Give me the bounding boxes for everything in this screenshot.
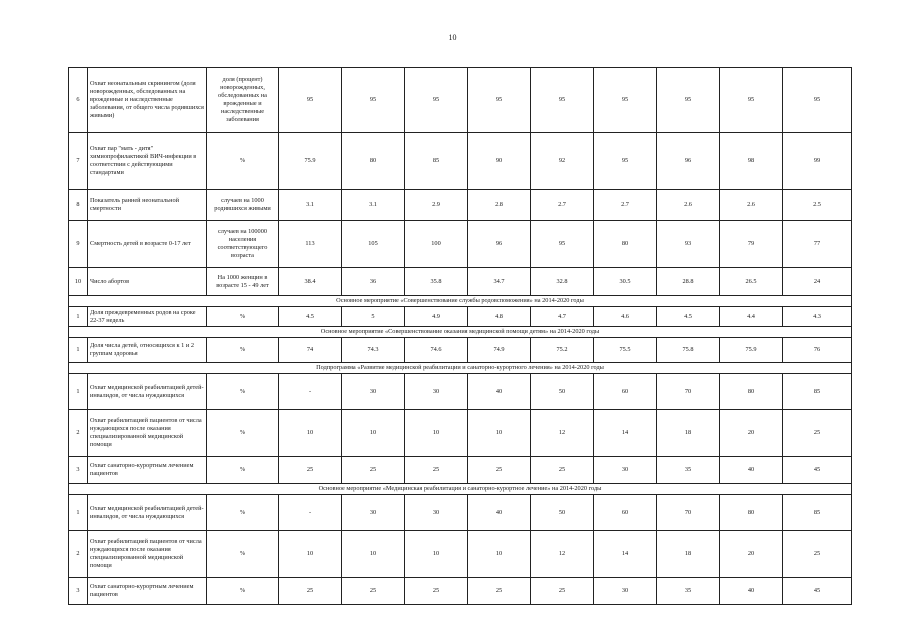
value-cell: 74.9 (468, 338, 531, 363)
value-cell: 25 (531, 457, 594, 484)
section-title: Основное мероприятие «Совершенствование службы родовспоможения» на 2014-2020 годы (69, 296, 852, 307)
value-cell: 98 (720, 133, 783, 190)
value-cell: 30 (405, 374, 468, 410)
indicators-table (68, 67, 852, 605)
value-cell: 30 (594, 578, 657, 605)
value-cell: 4.7 (531, 307, 594, 327)
value-cell: 2.7 (594, 190, 657, 221)
value-cell: 18 (657, 410, 720, 457)
value-cell: 20 (720, 410, 783, 457)
unit-of-measure: случаев на 100000 населения соответствующего возраста (207, 221, 279, 268)
row-number: 9 (69, 221, 88, 268)
value-cell: 79 (720, 221, 783, 268)
value-cell: 30 (342, 495, 405, 531)
value-cell: 40 (720, 457, 783, 484)
value-cell: 4.6 (594, 307, 657, 327)
value-cell: 50 (531, 374, 594, 410)
value-cell: 30.5 (594, 268, 657, 296)
row-number: 7 (69, 133, 88, 190)
value-cell: 38.4 (279, 268, 342, 296)
row-number: 8 (69, 190, 88, 221)
indicator-name: Доля преждевременных родов на сроке 22-37 недель (88, 307, 207, 327)
row-number: 3 (69, 457, 88, 484)
indicator-name: Охват санаторно-курортным лечением пациентов (88, 457, 207, 484)
row-number: 6 (69, 68, 88, 133)
row-number: 2 (69, 410, 88, 457)
value-cell: 80 (720, 495, 783, 531)
value-cell: 14 (594, 531, 657, 578)
value-cell: 4.4 (720, 307, 783, 327)
value-cell: - (279, 495, 342, 531)
row-number: 1 (69, 495, 88, 531)
unit-of-measure: % (207, 495, 279, 531)
value-cell: 2.5 (783, 190, 852, 221)
value-cell: 12 (531, 531, 594, 578)
value-cell: 95 (279, 68, 342, 133)
value-cell: 25 (531, 578, 594, 605)
value-cell: 2.8 (468, 190, 531, 221)
section-header-row (69, 484, 852, 495)
indicator-name: Охват неонатальным скринингом (доля новорожденных, обследованных на врожденные и наследственные заболевания, от общего числа родившихся живыми) (88, 68, 207, 133)
value-cell: 95 (531, 68, 594, 133)
indicator-name: Число абортов (88, 268, 207, 296)
value-cell: 10 (279, 410, 342, 457)
table-row (69, 374, 852, 410)
value-cell: 75.9 (720, 338, 783, 363)
value-cell: 4.8 (468, 307, 531, 327)
section-header-row (69, 363, 852, 374)
value-cell: 25 (279, 578, 342, 605)
value-cell: 35.8 (405, 268, 468, 296)
unit-of-measure: % (207, 531, 279, 578)
value-cell: 100 (405, 221, 468, 268)
value-cell: 95 (468, 68, 531, 133)
unit-of-measure: % (207, 578, 279, 605)
value-cell: 75.2 (531, 338, 594, 363)
unit-of-measure: % (207, 410, 279, 457)
value-cell: 95 (531, 221, 594, 268)
value-cell: 4.9 (405, 307, 468, 327)
indicator-name: Охват медицинской реабилитацией детей-инвалидов, от числа нуждающихся (88, 374, 207, 410)
value-cell: 25 (342, 578, 405, 605)
value-cell: 20 (720, 531, 783, 578)
value-cell: 2.7 (531, 190, 594, 221)
value-cell: 40 (468, 374, 531, 410)
table-row (69, 578, 852, 605)
table-row (69, 531, 852, 578)
value-cell: 25 (468, 457, 531, 484)
value-cell: 40 (468, 495, 531, 531)
row-number: 2 (69, 531, 88, 578)
value-cell: 70 (657, 495, 720, 531)
value-cell: 34.7 (468, 268, 531, 296)
value-cell: 12 (531, 410, 594, 457)
value-cell: 3.1 (342, 190, 405, 221)
value-cell: 70 (657, 374, 720, 410)
value-cell: 10 (405, 531, 468, 578)
row-number: 10 (69, 268, 88, 296)
value-cell: 90 (468, 133, 531, 190)
value-cell: 4.3 (783, 307, 852, 327)
value-cell: 95 (342, 68, 405, 133)
row-number: 1 (69, 374, 88, 410)
row-number: 3 (69, 578, 88, 605)
table-row (69, 307, 852, 327)
row-number: 1 (69, 338, 88, 363)
table-row (69, 410, 852, 457)
page-number: 10 (448, 33, 457, 42)
value-cell: 25 (468, 578, 531, 605)
value-cell: 25 (783, 531, 852, 578)
value-cell: - (279, 374, 342, 410)
value-cell: 76 (783, 338, 852, 363)
value-cell: 96 (657, 133, 720, 190)
value-cell: 95 (594, 68, 657, 133)
section-title: Подпрограмма «Развитие медицинской реабилитации и санаторно-курортного лечения» на 2014-2020 годы (69, 363, 852, 374)
indicator-name: Смертность детей в возрасте 0-17 лет (88, 221, 207, 268)
section-title: Основное мероприятие «Совершенствование оказания медицинской помощи детям» на 2014-2020 годы (69, 327, 852, 338)
value-cell: 25 (279, 457, 342, 484)
value-cell: 2.6 (720, 190, 783, 221)
value-cell: 74.6 (405, 338, 468, 363)
value-cell: 99 (783, 133, 852, 190)
value-cell: 30 (342, 374, 405, 410)
indicator-name: Охват реабилитацией пациентов от числа нуждающихся после оказания специализированной медицинской помощи (88, 531, 207, 578)
value-cell: 26.5 (720, 268, 783, 296)
value-cell: 45 (783, 578, 852, 605)
value-cell: 80 (342, 133, 405, 190)
value-cell: 10 (468, 410, 531, 457)
value-cell: 45 (783, 457, 852, 484)
table-row (69, 338, 852, 363)
value-cell: 32.8 (531, 268, 594, 296)
value-cell: 30 (405, 495, 468, 531)
value-cell: 74 (279, 338, 342, 363)
unit-of-measure: % (207, 457, 279, 484)
value-cell: 10 (405, 410, 468, 457)
value-cell: 80 (720, 374, 783, 410)
unit-of-measure: % (207, 374, 279, 410)
value-cell: 85 (405, 133, 468, 190)
value-cell: 10 (279, 531, 342, 578)
table-row (69, 190, 852, 221)
value-cell: 96 (468, 221, 531, 268)
value-cell: 24 (783, 268, 852, 296)
value-cell: 36 (342, 268, 405, 296)
value-cell: 75.9 (279, 133, 342, 190)
section-title: Основное мероприятие «Медицинская реабилитация и санаторно-курортное лечение» на 2014-2020 годы (69, 484, 852, 495)
table-row (69, 457, 852, 484)
table-row (69, 68, 852, 133)
indicator-name: Охват пар "мать - дитя" химиопрофилактикой ВИЧ-инфекции в соответствии с действующими стандартами (88, 133, 207, 190)
value-cell: 85 (783, 374, 852, 410)
value-cell: 25 (783, 410, 852, 457)
value-cell: 95 (720, 68, 783, 133)
table-row (69, 495, 852, 531)
value-cell: 92 (531, 133, 594, 190)
indicator-name: Охват санаторно-курортным лечением пациентов (88, 578, 207, 605)
indicator-name: Доля числа детей, относящихся к 1 и 2 группам здоровья (88, 338, 207, 363)
value-cell: 93 (657, 221, 720, 268)
indicator-name: Показатель ранней неонатальной смертности (88, 190, 207, 221)
value-cell: 5 (342, 307, 405, 327)
unit-of-measure: % (207, 133, 279, 190)
value-cell: 14 (594, 410, 657, 457)
value-cell: 18 (657, 531, 720, 578)
value-cell: 74.3 (342, 338, 405, 363)
value-cell: 30 (594, 457, 657, 484)
section-header-row (69, 327, 852, 338)
row-number: 1 (69, 307, 88, 327)
value-cell: 25 (342, 457, 405, 484)
value-cell: 60 (594, 495, 657, 531)
value-cell: 35 (657, 457, 720, 484)
value-cell: 80 (594, 221, 657, 268)
value-cell: 4.5 (657, 307, 720, 327)
value-cell: 60 (594, 374, 657, 410)
value-cell: 95 (783, 68, 852, 133)
value-cell: 3.1 (279, 190, 342, 221)
value-cell: 2.6 (657, 190, 720, 221)
value-cell: 95 (594, 133, 657, 190)
unit-of-measure: % (207, 338, 279, 363)
unit-of-measure: На 1000 женщин в возрасте 15 - 49 лет (207, 268, 279, 296)
value-cell: 95 (405, 68, 468, 133)
value-cell: 40 (720, 578, 783, 605)
value-cell: 10 (468, 531, 531, 578)
value-cell: 25 (405, 457, 468, 484)
value-cell: 25 (405, 578, 468, 605)
unit-of-measure: случаев на 1000 родившихся живыми (207, 190, 279, 221)
table-row (69, 268, 852, 296)
value-cell: 4.5 (279, 307, 342, 327)
indicator-name: Охват медицинской реабилитацией детей-инвалидов, от числа нуждающихся (88, 495, 207, 531)
value-cell: 28.8 (657, 268, 720, 296)
value-cell: 95 (657, 68, 720, 133)
value-cell: 2.9 (405, 190, 468, 221)
table-row (69, 133, 852, 190)
unit-of-measure: % (207, 307, 279, 327)
value-cell: 85 (783, 495, 852, 531)
section-header-row (69, 296, 852, 307)
value-cell: 10 (342, 531, 405, 578)
value-cell: 75.8 (657, 338, 720, 363)
unit-of-measure: доля (процент) новорожденных, обследованных на врожденные и наследственные заболевания (207, 68, 279, 133)
value-cell: 10 (342, 410, 405, 457)
value-cell: 50 (531, 495, 594, 531)
value-cell: 105 (342, 221, 405, 268)
table-row (69, 221, 852, 268)
indicator-name: Охват реабилитацией пациентов от числа нуждающихся после оказания специализированной медицинской помощи (88, 410, 207, 457)
value-cell: 77 (783, 221, 852, 268)
value-cell: 35 (657, 578, 720, 605)
value-cell: 75.5 (594, 338, 657, 363)
value-cell: 113 (279, 221, 342, 268)
